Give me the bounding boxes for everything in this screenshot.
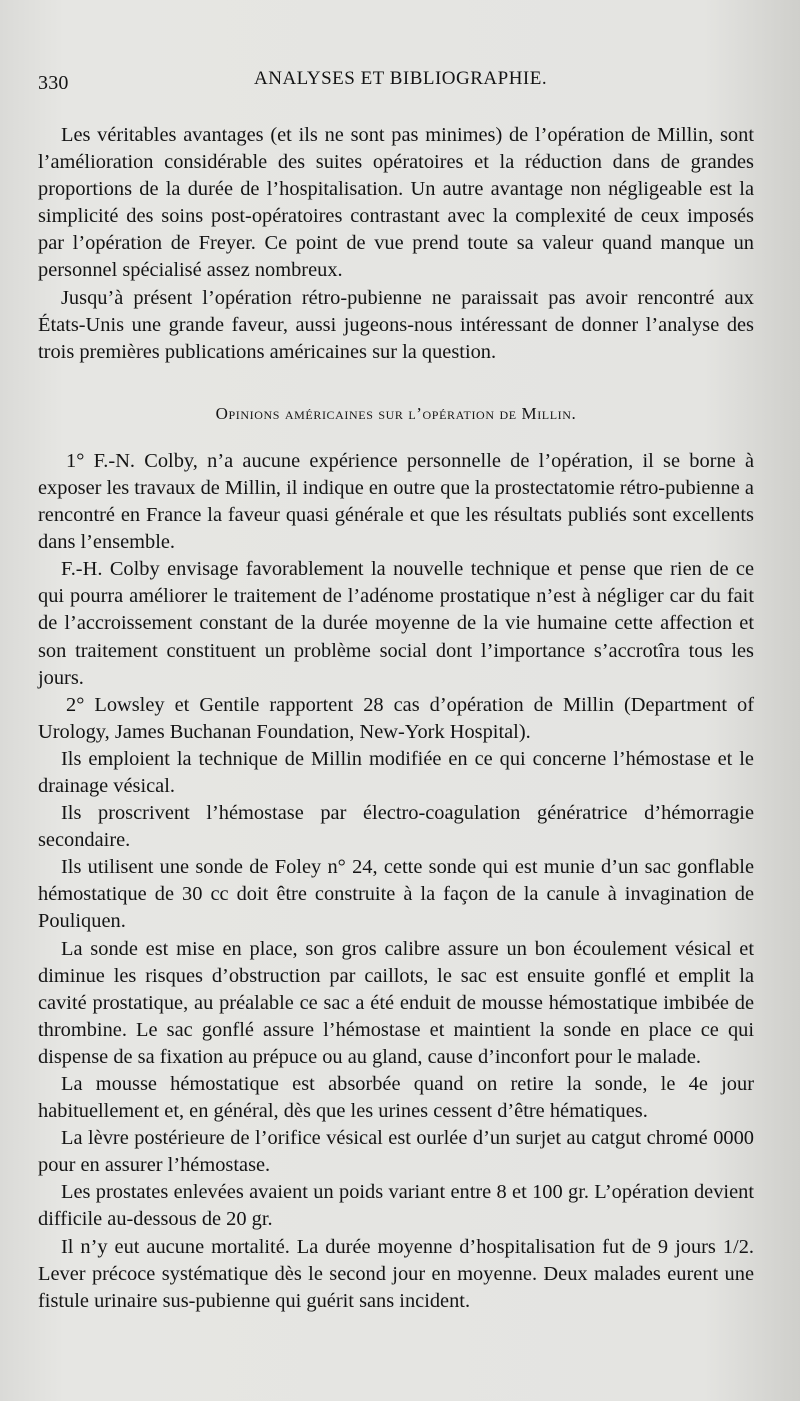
paragraph: La sonde est mise en place, son gros calibre assure un bon écoulement vésical et diminue les risques d’obstruction par caillots, le sac est ensuite gonflé et emplit la cavité prostatique, au préalable ce sac a été enduit de mousse hémostatique imbibée de thrombine. Le sac gonflé assure l’hémostase et maintient la sonde en place ce qui dispense de sa fixation au prépuce ou au gland, cause d’inconfort pour le malade. — [38, 937, 754, 1068]
paragraph: Les prostates enlevées avaient un poids variant entre 8 et 100 gr. L’opération devient difficile au-dessous de 20 gr. — [38, 1181, 754, 1231]
paragraph: La mousse hémostatique est absorbée quand on retire la sonde, le 4e jour habituellement et, en général, dès que les urines cessent d’être hématiques. — [38, 1073, 754, 1123]
intro-section — [38, 122, 754, 366]
article-body — [38, 448, 754, 1315]
section-heading — [38, 404, 754, 424]
page-number: 330 — [38, 72, 69, 94]
paragraph: 2° Lowsley et Gentile rapportent 28 cas d’opération de Millin (Department of Urology, James Buchanan Foundation, New-York Hospital). — [38, 693, 754, 743]
running-title: ANALYSES ET BIBLIOGRAPHIE. — [254, 68, 548, 89]
paragraph: Ils utilisent une sonde de Foley n° 24, cette sonde qui est munie d’un sac gonflable hémostatique de 30 cc doit être construite à la façon de la canule à invagination de Pouliquen. — [38, 856, 754, 933]
paragraph: 1° F.-N. Colby, n’a aucune expérience personnelle de l’opération, il se borne à exposer les travaux de Millin, il indique en outre que la prostectatomie rétro-pubienne a rencontré en France la faveur quasi générale et que les résultats publiés sont excellents dans l’ensemble. — [38, 449, 754, 554]
section-heading-text: Opinions américaines sur l’opération de Millin. — [215, 403, 577, 423]
paragraph: Les véritables avantages (et ils ne sont pas minimes) de l’opération de Millin, sont l’amélioration considérable des suites opératoires et la réduction dans de grandes proportions de la durée de l’hospitalisation. Un autre avantage non négligeable est la simplicité des soins post-opératoires contrastant avec la complexité de ceux imposés par l’opération de Freyer. Ce point de vue prend toute sa valeur quand manque un personnel spécialisé assez nombreux. — [38, 124, 754, 282]
page-header — [38, 0, 754, 102]
paragraph: Jusqu’à présent l’opération rétro-pubienne ne paraissait pas avoir rencontré aux États-Unis une grande faveur, aussi jugeons-nous intéressant de donner l’analyse des trois premières publications américaines sur la question. — [38, 286, 754, 363]
paragraph: Il n’y eut aucune mortalité. La durée moyenne d’hospitalisation fut de 9 jours 1/2. Lever précoce systématique dès le second jour en moyenne. Deux malades eurent une fistule urinaire sus-pubienne qui guérit sans incident. — [38, 1235, 754, 1312]
paragraph: Ils proscrivent l’hémostase par électro-coagulation génératrice d’hémorragie secondaire. — [38, 802, 754, 852]
paragraph: La lèvre postérieure de l’orifice vésical est ourlée d’un surjet au catgut chromé 0000 pour en assurer l’hémostase. — [38, 1127, 754, 1177]
paragraph: Ils emploient la technique de Millin modifiée en ce qui concerne l’hémostase et le drainage vésical. — [38, 747, 754, 797]
paragraph: F.-H. Colby envisage favorablement la nouvelle technique et pense que rien de ce qui pourra améliorer le traitement de l’adénome prostatique n’est à négliger car du fait de l’accroissement constant de la durée moyenne de la vie humaine cette affection et son traitement constituent un problème social dont l’importance s’accrotîra tous les jours. — [38, 558, 754, 689]
